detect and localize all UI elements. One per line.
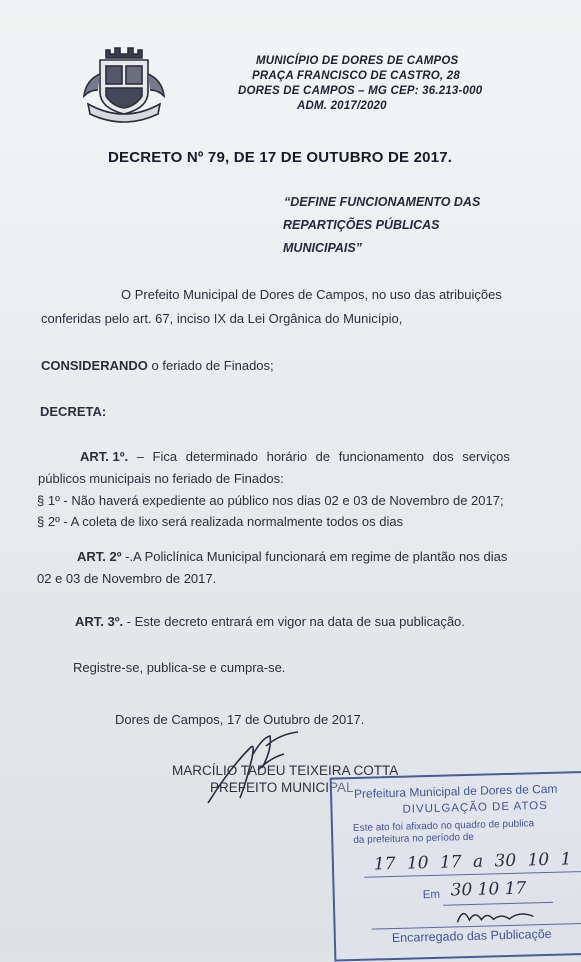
stamp-prefeitura: Prefeitura Municipal de Dores de Cam xyxy=(353,781,558,801)
preamble-line-2: conferidas pelo art. 67, inciso IX da Lei Orgânica do Município, xyxy=(41,311,403,326)
considerando-clause xyxy=(41,358,274,373)
art3-line xyxy=(75,614,465,629)
stamp-handwritten-em-date: 30 10 17 xyxy=(450,878,527,901)
art2-text: -.A Policlínica Municipal funcionará em regime de plantão nos dias xyxy=(121,549,508,564)
signatory-name: MARCÍLIO TADEU TEIXEIRA COTTA xyxy=(172,763,399,778)
header-address: PRAÇA FRANCISCO DE CASTRO, 28 xyxy=(252,70,460,82)
stamp-divulgacao: DIVULGAÇÃO DE ATOS xyxy=(402,799,549,816)
header-city-cep: DORES DE CAMPOS – MG CEP: 36.213-000 xyxy=(238,85,483,97)
art1-line-1 xyxy=(80,449,510,464)
header-municipality: MUNICÍPIO DE DORES DE CAMPOS xyxy=(256,55,459,67)
art1-label: ART. 1º. xyxy=(80,449,129,464)
stamp-periodo: da prefeitura no período de xyxy=(353,831,475,847)
art3-label: ART. 3º. xyxy=(75,614,124,629)
art2-label: ART. 2º xyxy=(77,549,122,564)
decreta-heading: DECRETA: xyxy=(40,404,107,419)
publication-stamp xyxy=(330,770,581,961)
art2-line-2: 02 e 03 de Novembro de 2017. xyxy=(37,571,217,586)
stamp-handwritten-dates: 17 10 17 a 30 10 1 xyxy=(373,849,572,875)
art1-text: – Fica determinado horário de funcionamento dos serviços xyxy=(128,449,510,464)
decree-title: DECRETO Nº 79, DE 17 DE OUTUBRO DE 2017. xyxy=(108,149,453,166)
coat-of-arms-logo xyxy=(80,44,168,124)
header-administration: ADM. 2017/2020 xyxy=(297,100,387,112)
place-date: Dores de Campos, 17 de Outubro de 2017. xyxy=(115,712,365,727)
art1-paragraph-1: § 1º - Não haverá expediente ao público nos dias 02 e 03 de Novembro de 2017; xyxy=(37,493,504,508)
ementa-line-1: “DEFINE FUNCIONAMENTO DAS xyxy=(284,195,481,209)
preamble-line-1: O Prefeito Municipal de Dores de Campos, no uso das atribuições xyxy=(121,287,502,302)
ementa-line-2: REPARTIÇÕES PÚBLICAS xyxy=(283,218,440,232)
stamp-em-label: Em xyxy=(422,888,441,902)
considerando-label: CONSIDERANDO xyxy=(41,358,148,373)
stamp-afixado: Este ato foi afixado no quadro de publica xyxy=(352,818,535,835)
art2-line-1 xyxy=(77,549,507,564)
considerando-text: o feriado de Finados; xyxy=(147,358,274,373)
signatory-role: PREFEITO MUNICIPAL xyxy=(210,780,354,795)
art1-paragraph-2: § 2º - A coleta de lixo será realizada normalmente todos os dias xyxy=(37,514,404,529)
art1-line-2: públicos municipais no feriado de Finados: xyxy=(38,471,284,486)
ementa-line-3: MUNICIPAIS” xyxy=(283,241,362,255)
registre-line: Registre-se, publica-se e cumpra-se. xyxy=(73,660,286,675)
stamp-encarregado: Encarregado das Publicaçõe xyxy=(391,926,552,946)
art3-text: - Este decreto entrará em vigor na data de sua publicação. xyxy=(123,614,465,629)
